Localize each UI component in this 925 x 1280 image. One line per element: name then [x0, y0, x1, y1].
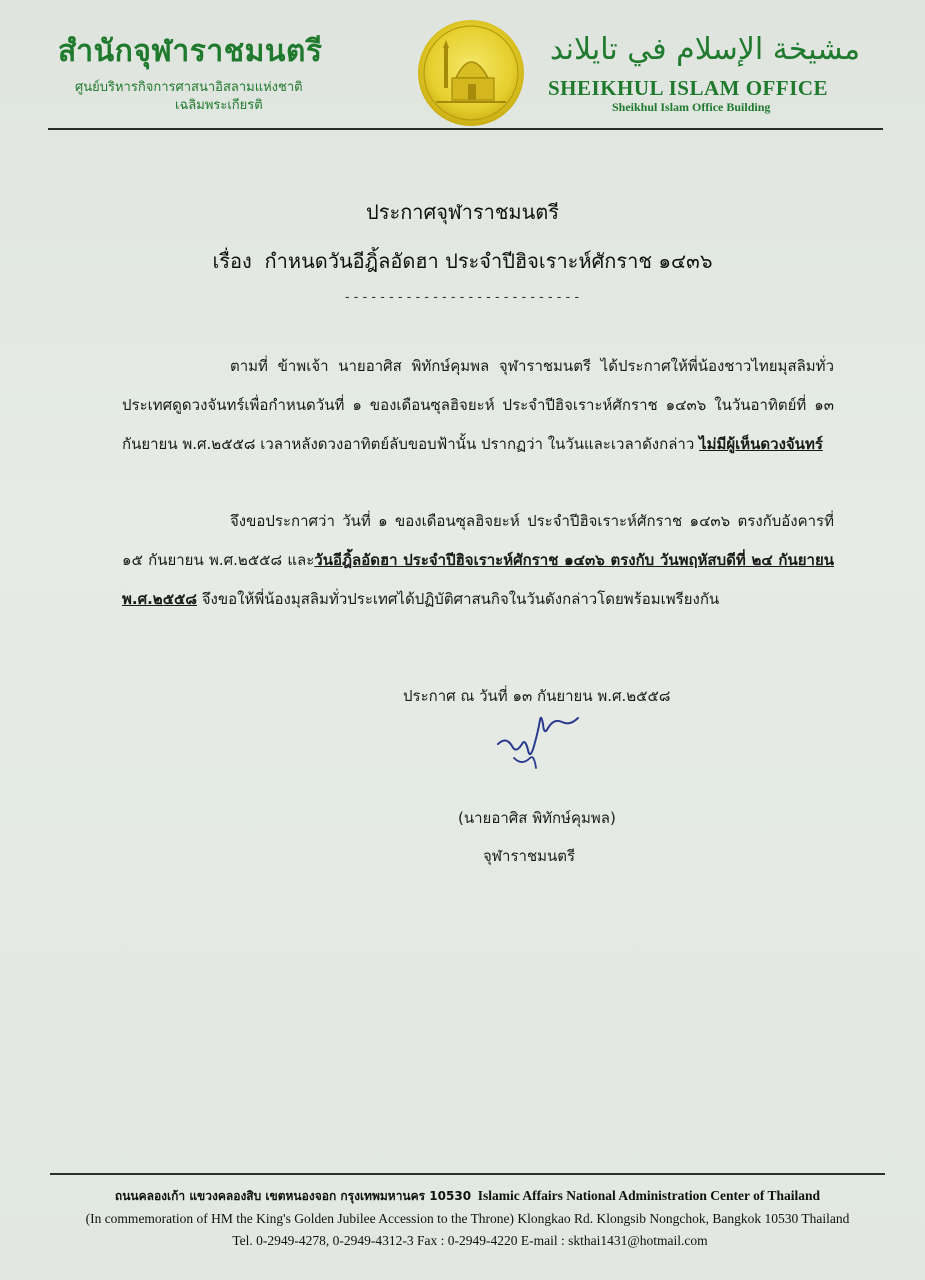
footer-divider — [50, 1173, 885, 1175]
org-thai-subtitle-2: เฉลิมพระเกียรติ — [175, 98, 263, 113]
paragraph-1 — [122, 347, 834, 464]
footer-thai-address: ถนนคลองเก้า แขวงคลองสิบ เขตหนองจอก กรุงเทพมหานคร 10530 — [114, 1189, 472, 1203]
signer-name: (นายอาศิส พิทักษ์คุมพล) — [458, 809, 616, 827]
footer-center-name: Islamic Affairs National Administration Center of Thailand — [477, 1188, 821, 1203]
eid-date-emphasis: วันอีฎิ้ลอัดฮา ประจำปีฮิจเราะห์ศักราช ๑๔๓๖ ตรงกับ วันพฤหัสบดีที่ ๒๔ กันยายน พ.ศ.๒๕๕๘ — [122, 551, 834, 608]
org-thai-title: สำนักจุฬาราชมนตรี — [58, 34, 323, 69]
subject-text: กำหนดวันอีฎิ้ลอัดฮา ประจำปีฮิจเราะห์ศักราช ๑๔๓๖ — [264, 249, 713, 273]
arabic-calligraphy-title: مشيخة الإسلام في تايلاند — [549, 32, 861, 67]
mosque-emblem-icon — [416, 18, 526, 128]
handwritten-signature — [492, 706, 584, 776]
header-divider — [48, 128, 883, 130]
org-english-title: SHEIKHUL ISLAM OFFICE — [548, 76, 829, 100]
announcement-dateline: ประกาศ ณ วันที่ ๑๓ กันยายน พ.ศ.๒๕๕๘ — [403, 687, 671, 705]
footer-contact-line: Tel. 0-2949-4278, 0-2949-4312-3 Fax : 0-2949-4220 E-mail : skthai1431@hotmail.com — [232, 1233, 708, 1248]
org-english-subtitle: Sheikhul Islam Office Building — [612, 100, 771, 114]
paragraph-2 — [122, 502, 834, 619]
paragraph-1-text: ตามที่ ข้าพเจ้า นายอาศิส พิทักษ์คุมพล จุฬาราชมนตรี ได้ประกาศให้พี่น้องชาวไทยมุสลิมทั่วประเทศดูดวงจันทร์เพื่อกำหนดวันที่ ๑ ของเดือนซุลฮิจยะห์ ประจำปีฮิจเราะห์ศักราช ๑๔๓๖ ในวันอาทิตย์ที่ ๑๓ กันยายน พ.ศ.๒๕๕๘ เวลาหลังดวงอาทิตย์ลับขอบฟ้านั้น ปรากฏว่า ในวันและเวลาดังกล่าว — [122, 357, 834, 453]
no-moon-sighted-emphasis: ไม่มีผู้เห็นดวงจันทร์ — [699, 435, 823, 453]
letterhead — [0, 0, 925, 135]
subject-label: เรื่อง — [212, 249, 252, 273]
title-divider: --------------------------- — [343, 290, 582, 305]
paragraph-2-text-b: จึงขอให้พี่น้องมุสลิมทั่วประเทศได้ปฏิบัติศาสนกิจในวันดังกล่าวโดยพร้อมเพรียงกัน — [196, 590, 720, 608]
footer-address-line — [50, 1187, 885, 1206]
announcement-title: ประกาศจุฬาราชมนตรี — [366, 200, 559, 224]
signer-title: จุฬาราชมนตรี — [483, 847, 576, 865]
org-thai-subtitle: ศูนย์บริหารกิจการศาสนาอิสลามแห่งชาติ — [75, 80, 303, 95]
paragraph-2-text-a: จึงขอประกาศว่า วันที่ ๑ ของเดือนซุลฮิจยะห์ ประจำปีฮิจเราะห์ศักราช ๑๔๓๖ ตรงกับอังคารที่ ๑๕ กันยายน พ.ศ.๒๕๕๘ และ — [122, 512, 834, 569]
footer-commemoration-line: (In commemoration of HM the King's Golden Jubilee Accession to the Throne) Klongkao Rd. Klongsib Nongchok, Bangkok 10530 Thailand — [85, 1211, 850, 1226]
announcement-subject — [0, 245, 925, 277]
